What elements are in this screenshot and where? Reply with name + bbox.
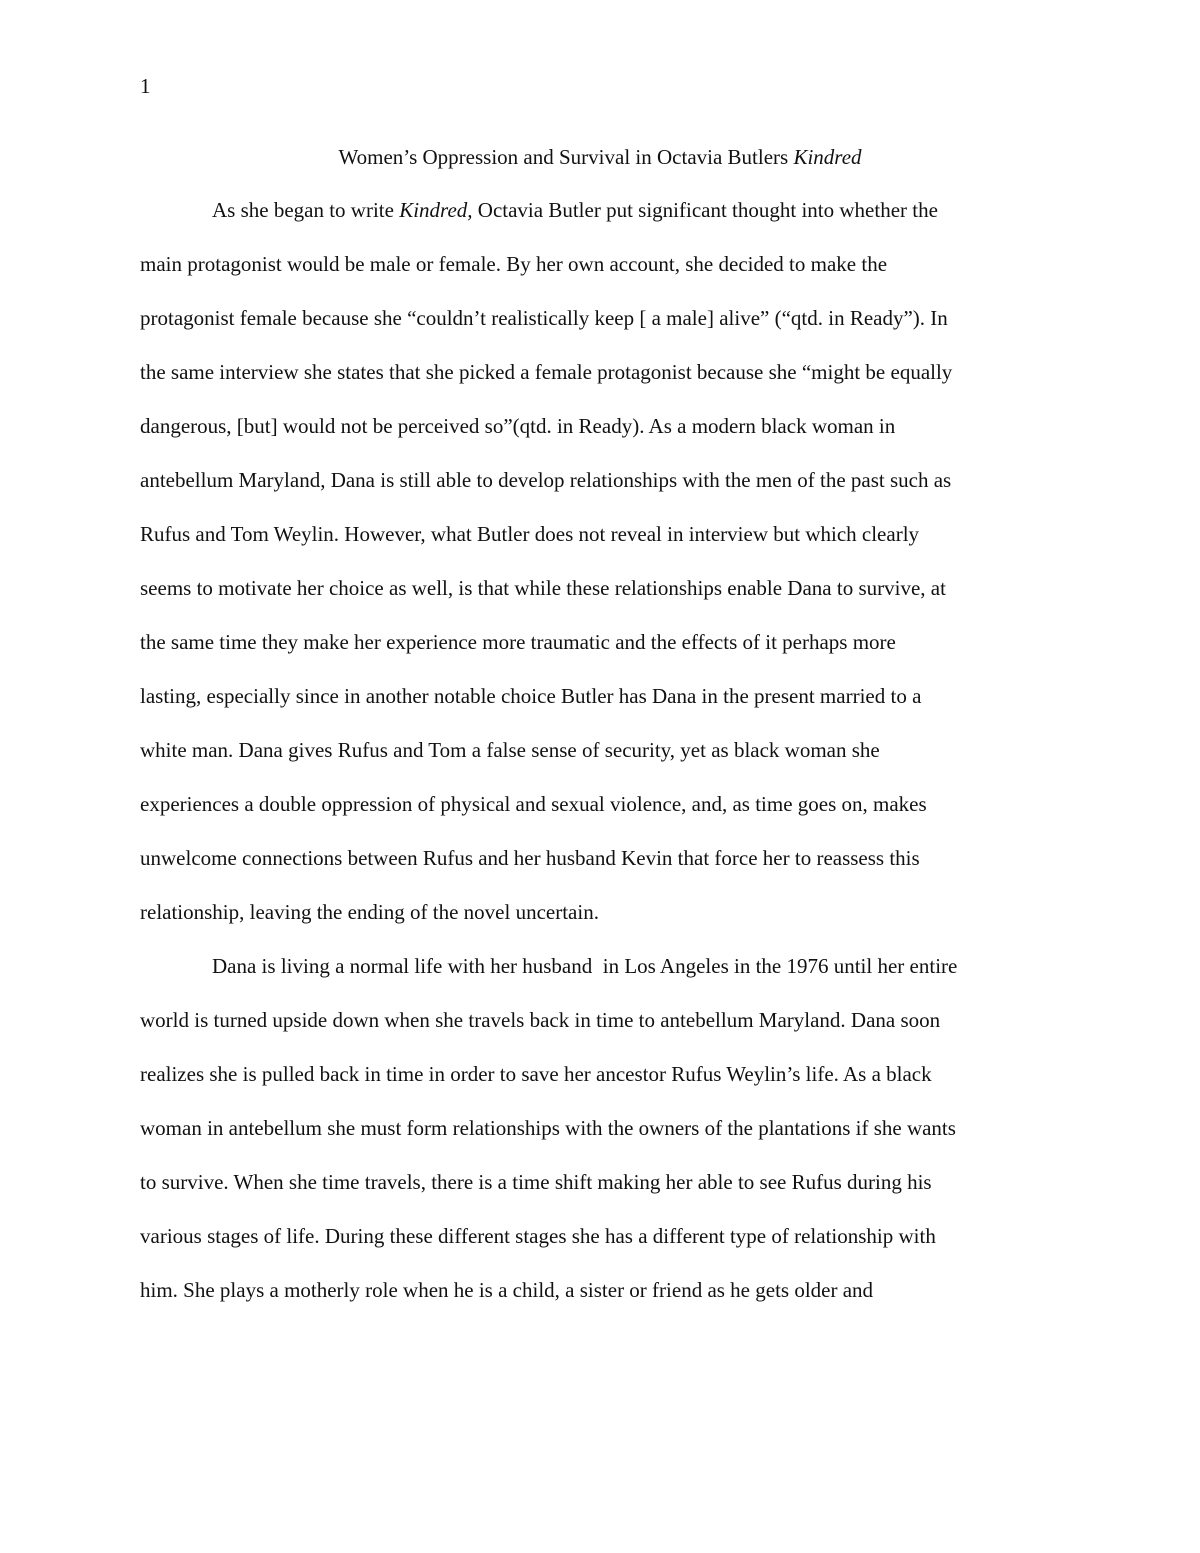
essay-title-text: Women’s Oppression and Survival in Octavia Butlers xyxy=(338,145,794,169)
book-title-italic: Kindred, xyxy=(399,198,473,222)
paragraph-2-line: Dana is living a normal life with her husband in Los Angeles in the 1976 until her entire xyxy=(212,954,958,978)
page-number: 1 xyxy=(140,74,151,98)
paragraph-2-line: realizes she is pulled back in time in order to save her ancestor Rufus Weylin’s life. As a black xyxy=(140,1062,932,1086)
essay-title xyxy=(140,143,1060,171)
paragraph-1-line: seems to motivate her choice as well, is that while these relationships enable Dana to survive, at xyxy=(140,576,946,600)
paragraph-1-line: experiences a double oppression of physical and sexual violence, and, as time goes on, makes xyxy=(140,792,927,816)
paragraph-1-line: relationship, leaving the ending of the novel uncertain. xyxy=(140,900,599,924)
paragraph-2-line: to survive. When she time travels, there is a time shift making her able to see Rufus during his xyxy=(140,1170,932,1194)
paragraph-1-line: dangerous, [but] would not be perceived so”(qtd. in Ready). As a modern black woman in xyxy=(140,414,896,438)
essay-title-italic: Kindred xyxy=(793,145,862,169)
paragraph-1-line: Rufus and Tom Weylin. However, what Butler does not reveal in interview but which clearly xyxy=(140,522,920,546)
essay-body xyxy=(140,183,1080,1317)
paragraph-1-line: antebellum Maryland, Dana is still able to develop relationships with the men of the past such as xyxy=(140,468,952,492)
paragraph-1-line: lasting, especially since in another notable choice Butler has Dana in the present married to a xyxy=(140,684,922,708)
paragraph-1-line: unwelcome connections between Rufus and her husband Kevin that force her to reassess this xyxy=(140,846,920,870)
paragraph-1-line: white man. Dana gives Rufus and Tom a false sense of security, yet as black woman she xyxy=(140,738,880,762)
paragraph-1-line: main protagonist would be male or female. By her own account, she decided to make the xyxy=(140,252,888,276)
paragraph-1-line: the same interview she states that she picked a female protagonist because she “might be equally xyxy=(140,360,953,384)
paragraph-1-line: protagonist female because she “couldn’t realistically keep [ a male] alive” (“qtd. in Ready”). In xyxy=(140,306,948,330)
paragraph-1-line: the same time they make her experience more traumatic and the effects of it perhaps more xyxy=(140,630,896,654)
text-run: Octavia Butler put significant thought into whether the xyxy=(472,198,938,222)
paragraph-2-line: various stages of life. During these different stages she has a different type of relationship with xyxy=(140,1224,936,1248)
paragraph-2-line: him. She plays a motherly role when he is a child, a sister or friend as he gets older and xyxy=(140,1278,874,1302)
text-run: As she began to write xyxy=(212,198,400,222)
paragraph-2-line: woman in antebellum she must form relationships with the owners of the plantations if she wants xyxy=(140,1116,956,1140)
paragraph-2-line: world is turned upside down when she travels back in time to antebellum Maryland. Dana soon xyxy=(140,1008,941,1032)
paragraph-1-line xyxy=(140,183,1080,237)
